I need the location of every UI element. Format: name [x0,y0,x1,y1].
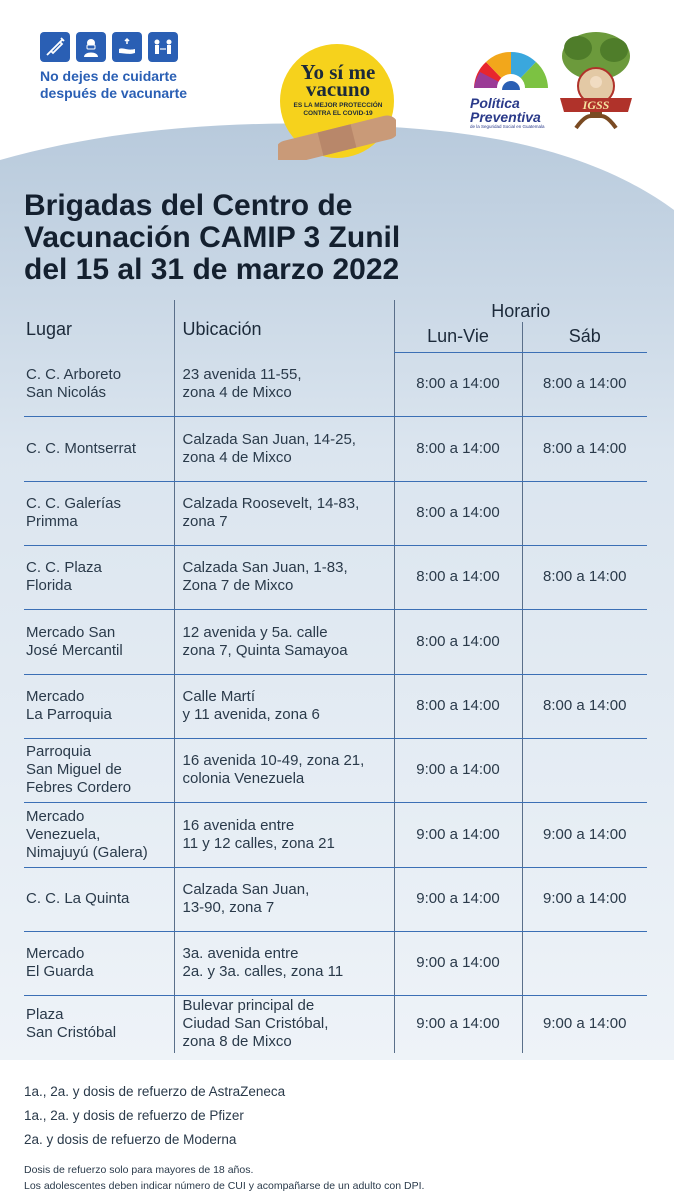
cell-lun-vie-text: 8:00 a 14:00 [416,504,500,521]
politica-line: Preventiva [470,109,541,125]
cell-lugar-text: Mercado San [26,623,116,641]
cell-ubicacion-text: Calzada San Juan, [182,881,310,898]
col-lugar: Lugar [26,319,73,339]
cell-lun-vie-text: 8:00 a 14:00 [416,697,500,714]
cell-ubicacion-text: 12 avenida y 5a. calle [182,623,328,641]
table-row [24,416,647,481]
politica-text [470,96,541,124]
cell-sab [522,481,647,545]
cell-lun-vie [394,609,522,674]
table-row [24,867,647,931]
igss-logo-icon [556,28,636,136]
col-sab: Sáb [522,322,647,352]
cell-sab [522,995,647,1053]
cell-ubicacion-text: zona 7, Quinta Samayoa [182,641,348,659]
cell-lugar [24,802,174,867]
cell-lugar-text: Primma [26,513,78,530]
badge-sub-line: CONTRA EL COVID-19 [303,110,373,117]
cell-lugar [24,416,174,481]
table-row [24,352,647,416]
cell-lun-vie-text: 9:00 a 14:00 [416,1015,500,1033]
cell-lun-vie-text: 9:00 a 14:00 [416,890,500,907]
cell-lugar-text: José Mercantil [26,641,123,659]
title-line: Brigadas del Centro de [24,189,353,222]
cell-lugar-text: Mercado [26,688,85,705]
cell-lugar-text: C. C. La Quinta [26,890,130,907]
cell-lugar [24,931,174,995]
table-row [24,802,647,867]
tagline [40,68,187,102]
cell-lugar [24,545,174,609]
cell-ubicacion [174,867,394,931]
cell-lun-vie-text: 8:00 a 14:00 [416,632,500,650]
cell-lun-vie-text: 9:00 a 14:00 [416,761,500,778]
cell-lun-vie-text: 8:00 a 14:00 [416,439,500,457]
cell-sab [522,674,647,738]
cell-sab [522,738,647,802]
cell-ubicacion-text: 2a. y 3a. calles, zona 11 [182,963,344,980]
cell-ubicacion-text: 3a. avenida entre [182,945,299,962]
cell-ubicacion-text: zona 8 de Mixco [182,1033,292,1051]
mask-icon [76,32,106,62]
cell-ubicacion-text: 16 avenida entre [182,816,295,834]
cell-lugar-text: San Nicolás [26,383,107,401]
cell-lugar-text: San Miguel de [26,761,122,778]
page-title [24,190,644,286]
cell-sab-text: 8:00 a 14:00 [543,439,627,457]
cell-lugar [24,481,174,545]
cell-ubicacion-text: Calzada San Juan, 14-25, [182,430,356,448]
cell-lun-vie [394,802,522,867]
table-row [24,931,647,995]
cell-lugar-text: San Cristóbal [26,1024,117,1042]
cell-ubicacion-text: Zona 7 de Mixco [182,577,294,594]
cell-lugar-text: C. C. Arboreto [26,365,122,383]
cell-sab-text: 8:00 a 14:00 [543,568,627,585]
cell-lugar-text: C. C. Galerías [26,495,122,512]
cell-ubicacion-text: Bulevar principal de [182,997,315,1015]
col-horario: Horario [394,300,647,322]
cell-ubicacion-text: zona 7 [182,513,228,530]
cell-lugar [24,738,174,802]
politica-line: Política [470,95,520,111]
fine-line: Dosis de refuerzo solo para mayores de 18 años. [24,1164,254,1176]
cell-lun-vie [394,931,522,995]
cell-ubicacion [174,481,394,545]
cell-lugar-text: Nimajuyú (Galera) [26,843,148,861]
col-ubicacion: Ubicación [174,300,394,352]
tagline-line: después de vacunarte [40,85,188,101]
distance-icon [148,32,178,62]
cell-lun-vie [394,867,522,931]
badge-title [282,60,394,101]
cell-lugar [24,674,174,738]
table-row [24,609,647,674]
cell-lun-vie [394,481,522,545]
dose-notes [24,1080,285,1152]
cell-lugar-text: La Parroquia [26,706,112,723]
safety-icons [40,32,178,62]
cell-ubicacion-text: 13-90, zona 7 [182,899,275,916]
fine-line: Los adolescentes deben indicar número de CUI y acompañarse de un adulto con DPI. [24,1180,425,1192]
cell-lugar-text: C. C. Plaza [26,559,102,576]
cell-sab [522,416,647,481]
cell-ubicacion [174,738,394,802]
cell-lun-vie [394,995,522,1053]
cell-ubicacion [174,674,394,738]
cell-ubicacion-text: 11 y 12 calles, zona 21 [182,834,335,852]
cell-ubicacion [174,802,394,867]
note-line: 1a., 2a. y dosis de refuerzo de Pfizer [24,1108,244,1123]
fine-print [24,1162,424,1194]
cell-ubicacion [174,995,394,1053]
cell-ubicacion-text: Ciudad San Cristóbal, [182,1015,329,1033]
note-line: 2a. y dosis de refuerzo de Moderna [24,1132,237,1147]
cell-lun-vie [394,674,522,738]
cell-sab-text: 9:00 a 14:00 [543,825,627,843]
cell-lun-vie-text: 8:00 a 14:00 [416,375,500,392]
cell-lugar [24,995,174,1053]
cell-ubicacion [174,609,394,674]
cell-ubicacion-text: Calzada San Juan, 1-83, [182,559,348,576]
cell-ubicacion-text: Calzada Roosevelt, 14-83, [182,495,360,512]
title-line: del 15 al 31 de marzo 2022 [24,253,400,286]
title-line: Vacunación CAMIP 3 Zunil [24,221,401,254]
handwash-icon [112,32,142,62]
cell-lugar [24,867,174,931]
note-line: 1a., 2a. y dosis de refuerzo de AstraZeneca [24,1084,286,1099]
table-row [24,545,647,609]
cell-lugar-text: Venezuela, [26,825,101,843]
table-row [24,674,647,738]
cell-ubicacion [174,545,394,609]
cell-sab-text: 8:00 a 14:00 [543,697,627,714]
cell-lugar-text: Florida [26,577,72,594]
cell-ubicacion-text: zona 4 de Mixco [182,383,292,401]
cell-ubicacion-text: 16 avenida 10-49, zona 21, [182,752,365,769]
syringe-icon [40,32,70,62]
cell-ubicacion-text: Calle Martí [182,688,256,705]
cell-lugar-text: Mercado [26,807,85,825]
table-row [24,738,647,802]
badge-title-line: vacuno [305,77,371,101]
politica-foot: de la Seguridad Social en Guatemala [470,124,545,129]
cell-lugar [24,609,174,674]
cell-lugar-text: Febres Cordero [26,779,132,796]
cell-sab-text: 9:00 a 14:00 [543,890,627,907]
cell-lun-vie [394,416,522,481]
cell-lugar [24,352,174,416]
cell-ubicacion-text: 23 avenida 11-55, [182,365,302,383]
col-lun-vie: Lun-Vie [394,322,522,352]
tagline-line: No dejes de cuidarte [40,68,177,84]
cell-lun-vie-text: 8:00 a 14:00 [416,568,500,585]
badge-title-line: Yo sí me [300,60,376,84]
cell-ubicacion-text: zona 4 de Mixco [182,448,292,466]
cell-sab-text: 8:00 a 14:00 [543,375,627,392]
cell-lugar-text: El Guarda [26,963,94,980]
cell-ubicacion-text: y 11 avenida, zona 6 [182,706,320,723]
cell-lun-vie [394,545,522,609]
cell-lugar-text: Parroquia [26,743,92,760]
cell-sab [522,545,647,609]
cell-ubicacion [174,416,394,481]
cell-ubicacion-text: colonia Venezuela [182,770,305,787]
schedule-table [24,300,647,1053]
cell-lugar-text: Plaza [26,1006,64,1024]
badge-subtitle [282,102,394,118]
cell-lugar-text: Mercado [26,945,85,962]
cell-sab [522,352,647,416]
cell-ubicacion [174,352,394,416]
cell-sab [522,931,647,995]
cell-lun-vie-text: 9:00 a 14:00 [416,825,500,843]
cell-ubicacion [174,931,394,995]
table-row [24,481,647,545]
cell-lun-vie [394,738,522,802]
igss-text: IGSS [582,98,610,112]
cell-lugar-text: C. C. Montserrat [26,439,137,457]
table-row [24,995,647,1053]
cell-sab [522,609,647,674]
cell-lun-vie [394,352,522,416]
cell-lun-vie-text: 9:00 a 14:00 [416,954,500,971]
cell-sab [522,867,647,931]
badge-sub-line: ES LA MEJOR PROTECCIÓN [293,102,383,109]
cell-sab-text: 9:00 a 14:00 [543,1015,627,1033]
cell-sab [522,802,647,867]
